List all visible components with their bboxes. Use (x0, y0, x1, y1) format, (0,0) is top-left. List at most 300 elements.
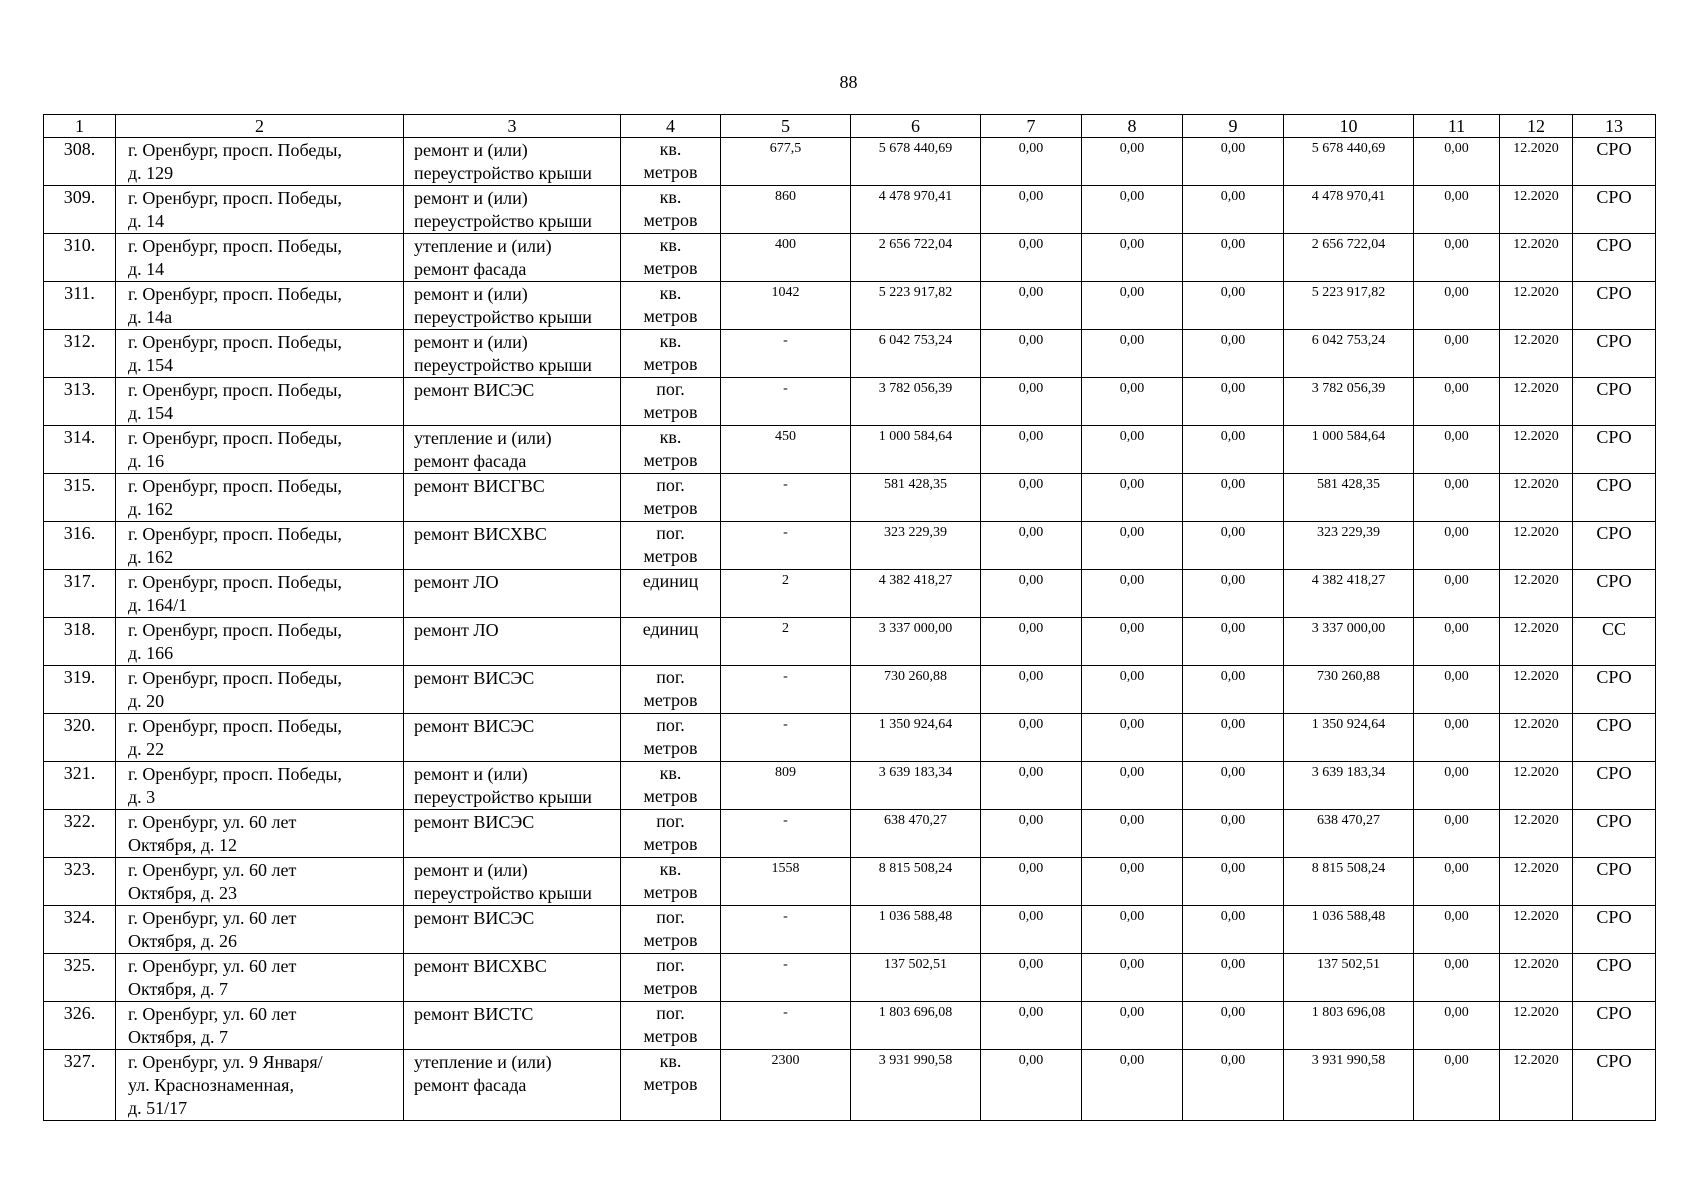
address-cell (116, 762, 404, 810)
value-cell-11: 0,00 (1414, 666, 1500, 714)
value-cell-11: 0,00 (1414, 138, 1500, 186)
work-type-cell-line: ремонт ВИСЭС (414, 716, 535, 736)
unit-cell-line: метров (643, 402, 698, 422)
funding-method-cell: СРО (1573, 1050, 1656, 1121)
address-cell-line: д. 162 (128, 547, 174, 567)
volume-cell: 2 (721, 570, 851, 618)
value-cell-8: 0,00 (1082, 234, 1183, 282)
row-number: 325. (44, 954, 116, 1002)
address-cell-line: д. 3 (128, 787, 156, 807)
unit-cell (621, 666, 721, 714)
date-cell: 12.2020 (1500, 522, 1573, 570)
row-number: 320. (44, 714, 116, 762)
date-cell: 12.2020 (1500, 570, 1573, 618)
value-cell-7: 0,00 (981, 906, 1082, 954)
work-type-cell-line: ремонт и (или) (414, 284, 528, 304)
unit-cell (621, 234, 721, 282)
value-cell-8: 0,00 (1082, 378, 1183, 426)
table-row (44, 138, 1656, 186)
address-cell-line: д. 129 (128, 163, 174, 183)
table-row (44, 858, 1656, 906)
unit-cell-line: метров (643, 1026, 698, 1046)
unit-cell (621, 1002, 721, 1050)
value-cell-8: 0,00 (1082, 810, 1183, 858)
value-cell-11: 0,00 (1414, 186, 1500, 234)
value-cell-8: 0,00 (1082, 714, 1183, 762)
value-cell-7: 0,00 (981, 714, 1082, 762)
address-cell (116, 474, 404, 522)
value-cell-7: 0,00 (981, 1002, 1082, 1050)
unit-cell (621, 858, 721, 906)
unit-cell-line: единиц (642, 619, 699, 639)
funding-method-cell: СРО (1573, 570, 1656, 618)
work-type-cell (404, 330, 621, 378)
address-cell-line: г. Оренбург, просп. Победы, (128, 572, 342, 592)
unit-cell (621, 378, 721, 426)
value-cell-11: 0,00 (1414, 618, 1500, 666)
row-number: 318. (44, 618, 116, 666)
page-number: 88 (839, 72, 858, 92)
work-type-cell (404, 954, 621, 1002)
address-cell-line: Октября, д. 23 (128, 883, 238, 903)
total-cell: 730 260,88 (1284, 666, 1414, 714)
work-type-cell-line: переустройство крыши (414, 307, 592, 327)
value-cell-7: 0,00 (981, 810, 1082, 858)
cost-cell: 137 502,51 (851, 954, 981, 1002)
table-row (44, 954, 1656, 1002)
volume-cell: - (721, 522, 851, 570)
unit-cell-line: метров (643, 930, 698, 950)
value-cell-9: 0,00 (1183, 234, 1284, 282)
cost-cell: 3 337 000,00 (851, 618, 981, 666)
cost-cell: 5 223 917,82 (851, 282, 981, 330)
value-cell-11: 0,00 (1414, 714, 1500, 762)
value-cell-11: 0,00 (1414, 522, 1500, 570)
volume-cell: - (721, 474, 851, 522)
funding-method-cell: СРО (1573, 378, 1656, 426)
value-cell-7: 0,00 (981, 282, 1082, 330)
work-type-cell-line: утепление и (или) (414, 236, 552, 256)
column-header: 3 (404, 115, 621, 138)
value-cell-9: 0,00 (1183, 474, 1284, 522)
cost-cell: 3 782 056,39 (851, 378, 981, 426)
unit-cell-line: кв. (659, 235, 682, 255)
value-cell-7: 0,00 (981, 474, 1082, 522)
unit-cell-line: кв. (659, 763, 682, 783)
column-header: 12 (1500, 115, 1573, 138)
unit-cell-line: пог. (656, 715, 685, 735)
work-type-cell (404, 282, 621, 330)
value-cell-8: 0,00 (1082, 618, 1183, 666)
unit-cell-line: пог. (656, 523, 685, 543)
date-cell: 12.2020 (1500, 666, 1573, 714)
value-cell-8: 0,00 (1082, 474, 1183, 522)
funding-method-cell: СРО (1573, 186, 1656, 234)
address-cell (116, 186, 404, 234)
value-cell-9: 0,00 (1183, 906, 1284, 954)
work-type-cell (404, 618, 621, 666)
column-header: 8 (1082, 115, 1183, 138)
unit-cell (621, 714, 721, 762)
unit-cell-line: пог. (656, 379, 685, 399)
table-row (44, 666, 1656, 714)
unit-cell-line: метров (643, 498, 698, 518)
value-cell-8: 0,00 (1082, 906, 1183, 954)
row-number: 326. (44, 1002, 116, 1050)
volume-cell: 450 (721, 426, 851, 474)
value-cell-11: 0,00 (1414, 858, 1500, 906)
total-cell: 4 478 970,41 (1284, 186, 1414, 234)
date-cell: 12.2020 (1500, 1050, 1573, 1121)
table-row (44, 714, 1656, 762)
column-header: 10 (1284, 115, 1414, 138)
total-cell: 581 428,35 (1284, 474, 1414, 522)
column-header: 7 (981, 115, 1082, 138)
work-type-cell (404, 714, 621, 762)
cost-cell: 1 803 696,08 (851, 1002, 981, 1050)
cost-cell: 581 428,35 (851, 474, 981, 522)
value-cell-9: 0,00 (1183, 1050, 1284, 1121)
address-cell (116, 858, 404, 906)
work-type-cell-line: ремонт ЛО (414, 572, 499, 592)
unit-cell (621, 474, 721, 522)
unit-cell (621, 282, 721, 330)
address-cell-line: г. Оренбург, просп. Победы, (128, 188, 342, 208)
work-type-cell-line: ремонт фасада (414, 259, 527, 279)
work-type-cell (404, 906, 621, 954)
total-cell: 638 470,27 (1284, 810, 1414, 858)
date-cell: 12.2020 (1500, 234, 1573, 282)
value-cell-8: 0,00 (1082, 522, 1183, 570)
funding-method-cell: СРО (1573, 234, 1656, 282)
address-cell (116, 426, 404, 474)
unit-cell-line: метров (643, 978, 698, 998)
work-type-cell-line: ремонт ВИСХВС (414, 956, 547, 976)
address-cell (116, 1050, 404, 1121)
funding-method-cell: СРО (1573, 522, 1656, 570)
value-cell-8: 0,00 (1082, 138, 1183, 186)
value-cell-7: 0,00 (981, 234, 1082, 282)
work-type-cell (404, 426, 621, 474)
unit-cell-line: пог. (656, 955, 685, 975)
date-cell: 12.2020 (1500, 954, 1573, 1002)
work-type-cell-line: переустройство крыши (414, 211, 592, 231)
address-cell (116, 234, 404, 282)
table-row (44, 522, 1656, 570)
address-cell-line: д. 14а (128, 307, 173, 327)
total-cell: 1 350 924,64 (1284, 714, 1414, 762)
address-cell (116, 618, 404, 666)
value-cell-11: 0,00 (1414, 906, 1500, 954)
value-cell-8: 0,00 (1082, 666, 1183, 714)
table-row (44, 426, 1656, 474)
value-cell-9: 0,00 (1183, 1002, 1284, 1050)
value-cell-11: 0,00 (1414, 570, 1500, 618)
volume-cell: - (721, 666, 851, 714)
unit-cell-line: метров (643, 306, 698, 326)
value-cell-11: 0,00 (1414, 762, 1500, 810)
table-row (44, 234, 1656, 282)
table-row (44, 810, 1656, 858)
address-cell-line: д. 22 (128, 739, 165, 759)
address-cell (116, 330, 404, 378)
cost-cell: 1 036 588,48 (851, 906, 981, 954)
value-cell-7: 0,00 (981, 762, 1082, 810)
row-number: 311. (44, 282, 116, 330)
address-cell-line: д. 16 (128, 451, 165, 471)
value-cell-7: 0,00 (981, 954, 1082, 1002)
work-type-cell-line: ремонт ВИСТС (414, 1004, 534, 1024)
cost-cell: 638 470,27 (851, 810, 981, 858)
unit-cell-line: метров (643, 690, 698, 710)
total-cell: 5 223 917,82 (1284, 282, 1414, 330)
value-cell-8: 0,00 (1082, 858, 1183, 906)
volume-cell: 860 (721, 186, 851, 234)
unit-cell-line: метров (643, 882, 698, 902)
address-cell-line: г. Оренбург, просп. Победы, (128, 716, 342, 736)
volume-cell: 1558 (721, 858, 851, 906)
row-number: 327. (44, 1050, 116, 1121)
row-number: 315. (44, 474, 116, 522)
column-header: 5 (721, 115, 851, 138)
funding-method-cell: СРО (1573, 714, 1656, 762)
funding-method-cell: СРО (1573, 138, 1656, 186)
unit-cell-line: кв. (659, 427, 682, 447)
volume-cell: 677,5 (721, 138, 851, 186)
table-row (44, 186, 1656, 234)
value-cell-7: 0,00 (981, 858, 1082, 906)
total-cell: 2 656 722,04 (1284, 234, 1414, 282)
row-number: 309. (44, 186, 116, 234)
unit-cell-line: пог. (656, 475, 685, 495)
work-type-cell (404, 186, 621, 234)
table-row (44, 618, 1656, 666)
row-number: 316. (44, 522, 116, 570)
volume-cell: 2300 (721, 1050, 851, 1121)
total-cell: 3 782 056,39 (1284, 378, 1414, 426)
cost-cell: 4 478 970,41 (851, 186, 981, 234)
work-type-cell-line: ремонт фасада (414, 451, 527, 471)
row-number: 313. (44, 378, 116, 426)
unit-cell-line: кв. (659, 1051, 682, 1071)
table-row (44, 378, 1656, 426)
value-cell-9: 0,00 (1183, 522, 1284, 570)
funding-method-cell: СРО (1573, 666, 1656, 714)
value-cell-9: 0,00 (1183, 666, 1284, 714)
unit-cell-line: единиц (642, 571, 699, 591)
address-cell-line: г. Оренбург, ул. 60 лет (128, 860, 297, 880)
unit-cell-line: кв. (659, 283, 682, 303)
unit-cell (621, 186, 721, 234)
value-cell-9: 0,00 (1183, 810, 1284, 858)
address-cell (116, 954, 404, 1002)
row-number: 322. (44, 810, 116, 858)
value-cell-7: 0,00 (981, 186, 1082, 234)
address-cell-line: г. Оренбург, просп. Победы, (128, 620, 342, 640)
cost-cell: 323 229,39 (851, 522, 981, 570)
volume-cell: 1042 (721, 282, 851, 330)
address-cell-line: Октября, д. 26 (128, 931, 238, 951)
work-type-cell-line: ремонт и (или) (414, 764, 528, 784)
value-cell-9: 0,00 (1183, 954, 1284, 1002)
unit-cell-line: метров (643, 354, 698, 374)
date-cell: 12.2020 (1500, 282, 1573, 330)
table-row (44, 1050, 1656, 1121)
value-cell-8: 0,00 (1082, 954, 1183, 1002)
value-cell-8: 0,00 (1082, 762, 1183, 810)
address-cell (116, 906, 404, 954)
total-cell: 8 815 508,24 (1284, 858, 1414, 906)
value-cell-9: 0,00 (1183, 186, 1284, 234)
value-cell-11: 0,00 (1414, 1050, 1500, 1121)
total-cell: 3 931 990,58 (1284, 1050, 1414, 1121)
work-type-cell-line: ремонт и (или) (414, 188, 528, 208)
unit-cell (621, 954, 721, 1002)
value-cell-9: 0,00 (1183, 618, 1284, 666)
value-cell-11: 0,00 (1414, 810, 1500, 858)
date-cell: 12.2020 (1500, 810, 1573, 858)
table-row (44, 330, 1656, 378)
funding-method-cell: СРО (1573, 474, 1656, 522)
total-cell: 1 803 696,08 (1284, 1002, 1414, 1050)
address-cell-line: д. 154 (128, 403, 174, 423)
funding-method-cell: СРО (1573, 1002, 1656, 1050)
date-cell: 12.2020 (1500, 618, 1573, 666)
address-cell-line: г. Оренбург, просп. Победы, (128, 380, 342, 400)
volume-cell: - (721, 810, 851, 858)
unit-cell-line: метров (643, 162, 698, 182)
table-row (44, 474, 1656, 522)
work-type-cell-line: ремонт ВИСЭС (414, 908, 535, 928)
unit-cell-line: пог. (656, 811, 685, 831)
address-cell-line: г. Оренбург, просп. Победы, (128, 476, 342, 496)
funding-method-cell: СС (1573, 618, 1656, 666)
value-cell-7: 0,00 (981, 666, 1082, 714)
unit-cell-line: метров (643, 738, 698, 758)
total-cell: 3 639 183,34 (1284, 762, 1414, 810)
value-cell-8: 0,00 (1082, 426, 1183, 474)
address-cell-line: д. 154 (128, 355, 174, 375)
date-cell: 12.2020 (1500, 1002, 1573, 1050)
date-cell: 12.2020 (1500, 378, 1573, 426)
value-cell-9: 0,00 (1183, 330, 1284, 378)
funding-method-cell: СРО (1573, 858, 1656, 906)
work-type-cell-line: ремонт и (или) (414, 860, 528, 880)
address-cell-line: д. 166 (128, 643, 174, 663)
unit-cell-line: кв. (659, 859, 682, 879)
address-cell (116, 1002, 404, 1050)
unit-cell-line: кв. (659, 331, 682, 351)
work-type-cell-line: ремонт ВИСГВС (414, 476, 545, 496)
volume-cell: - (721, 378, 851, 426)
unit-cell (621, 330, 721, 378)
total-cell: 1 000 584,64 (1284, 426, 1414, 474)
volume-cell: - (721, 906, 851, 954)
address-cell-line: г. Оренбург, ул. 9 Января/ (128, 1052, 323, 1072)
column-header: 2 (116, 115, 404, 138)
unit-cell (621, 906, 721, 954)
unit-cell (621, 618, 721, 666)
unit-cell-line: метров (643, 258, 698, 278)
value-cell-7: 0,00 (981, 570, 1082, 618)
volume-cell: - (721, 714, 851, 762)
unit-cell (621, 570, 721, 618)
value-cell-11: 0,00 (1414, 426, 1500, 474)
address-cell-line: ул. Краснознаменная, (128, 1075, 294, 1095)
value-cell-7: 0,00 (981, 618, 1082, 666)
value-cell-9: 0,00 (1183, 378, 1284, 426)
work-type-cell-line: переустройство крыши (414, 163, 592, 183)
table-row (44, 762, 1656, 810)
address-cell-line: г. Оренбург, просп. Победы, (128, 524, 342, 544)
volume-cell: 809 (721, 762, 851, 810)
date-cell: 12.2020 (1500, 714, 1573, 762)
work-type-cell (404, 378, 621, 426)
value-cell-11: 0,00 (1414, 378, 1500, 426)
unit-cell-line: метров (643, 450, 698, 470)
funding-method-cell: СРО (1573, 330, 1656, 378)
cost-cell: 3 639 183,34 (851, 762, 981, 810)
cost-cell: 1 000 584,64 (851, 426, 981, 474)
value-cell-7: 0,00 (981, 426, 1082, 474)
address-cell-line: г. Оренбург, просп. Победы, (128, 332, 342, 352)
value-cell-9: 0,00 (1183, 570, 1284, 618)
work-type-cell (404, 1050, 621, 1121)
value-cell-8: 0,00 (1082, 282, 1183, 330)
unit-cell (621, 810, 721, 858)
value-cell-7: 0,00 (981, 522, 1082, 570)
column-header: 11 (1414, 115, 1500, 138)
address-cell-line: г. Оренбург, ул. 60 лет (128, 908, 297, 928)
address-cell-line: д. 14 (128, 259, 165, 279)
address-cell-line: Октября, д. 7 (128, 1027, 229, 1047)
work-type-cell (404, 1002, 621, 1050)
date-cell: 12.2020 (1500, 906, 1573, 954)
work-type-cell (404, 138, 621, 186)
total-cell: 4 382 418,27 (1284, 570, 1414, 618)
value-cell-9: 0,00 (1183, 138, 1284, 186)
work-type-cell-line: переустройство крыши (414, 787, 592, 807)
value-cell-8: 0,00 (1082, 330, 1183, 378)
unit-cell-line: метров (643, 1074, 698, 1094)
cost-cell: 6 042 753,24 (851, 330, 981, 378)
volume-cell: - (721, 954, 851, 1002)
total-cell: 137 502,51 (1284, 954, 1414, 1002)
work-type-cell-line: ремонт ВИСЭС (414, 812, 535, 832)
work-type-cell (404, 810, 621, 858)
row-number: 310. (44, 234, 116, 282)
table-row (44, 906, 1656, 954)
cost-cell: 8 815 508,24 (851, 858, 981, 906)
volume-cell: 400 (721, 234, 851, 282)
work-type-cell-line: ремонт и (или) (414, 332, 528, 352)
address-cell-line: д. 51/17 (128, 1098, 188, 1118)
value-cell-11: 0,00 (1414, 1002, 1500, 1050)
address-cell-line: г. Оренбург, ул. 60 лет (128, 812, 297, 832)
unit-cell-line: пог. (656, 667, 685, 687)
address-cell (116, 810, 404, 858)
cost-cell: 730 260,88 (851, 666, 981, 714)
value-cell-11: 0,00 (1414, 234, 1500, 282)
funding-method-cell: СРО (1573, 954, 1656, 1002)
cost-cell: 1 350 924,64 (851, 714, 981, 762)
cost-cell: 4 382 418,27 (851, 570, 981, 618)
total-cell: 1 036 588,48 (1284, 906, 1414, 954)
table-row (44, 1002, 1656, 1050)
value-cell-9: 0,00 (1183, 858, 1284, 906)
funding-method-cell: СРО (1573, 762, 1656, 810)
cost-cell: 5 678 440,69 (851, 138, 981, 186)
